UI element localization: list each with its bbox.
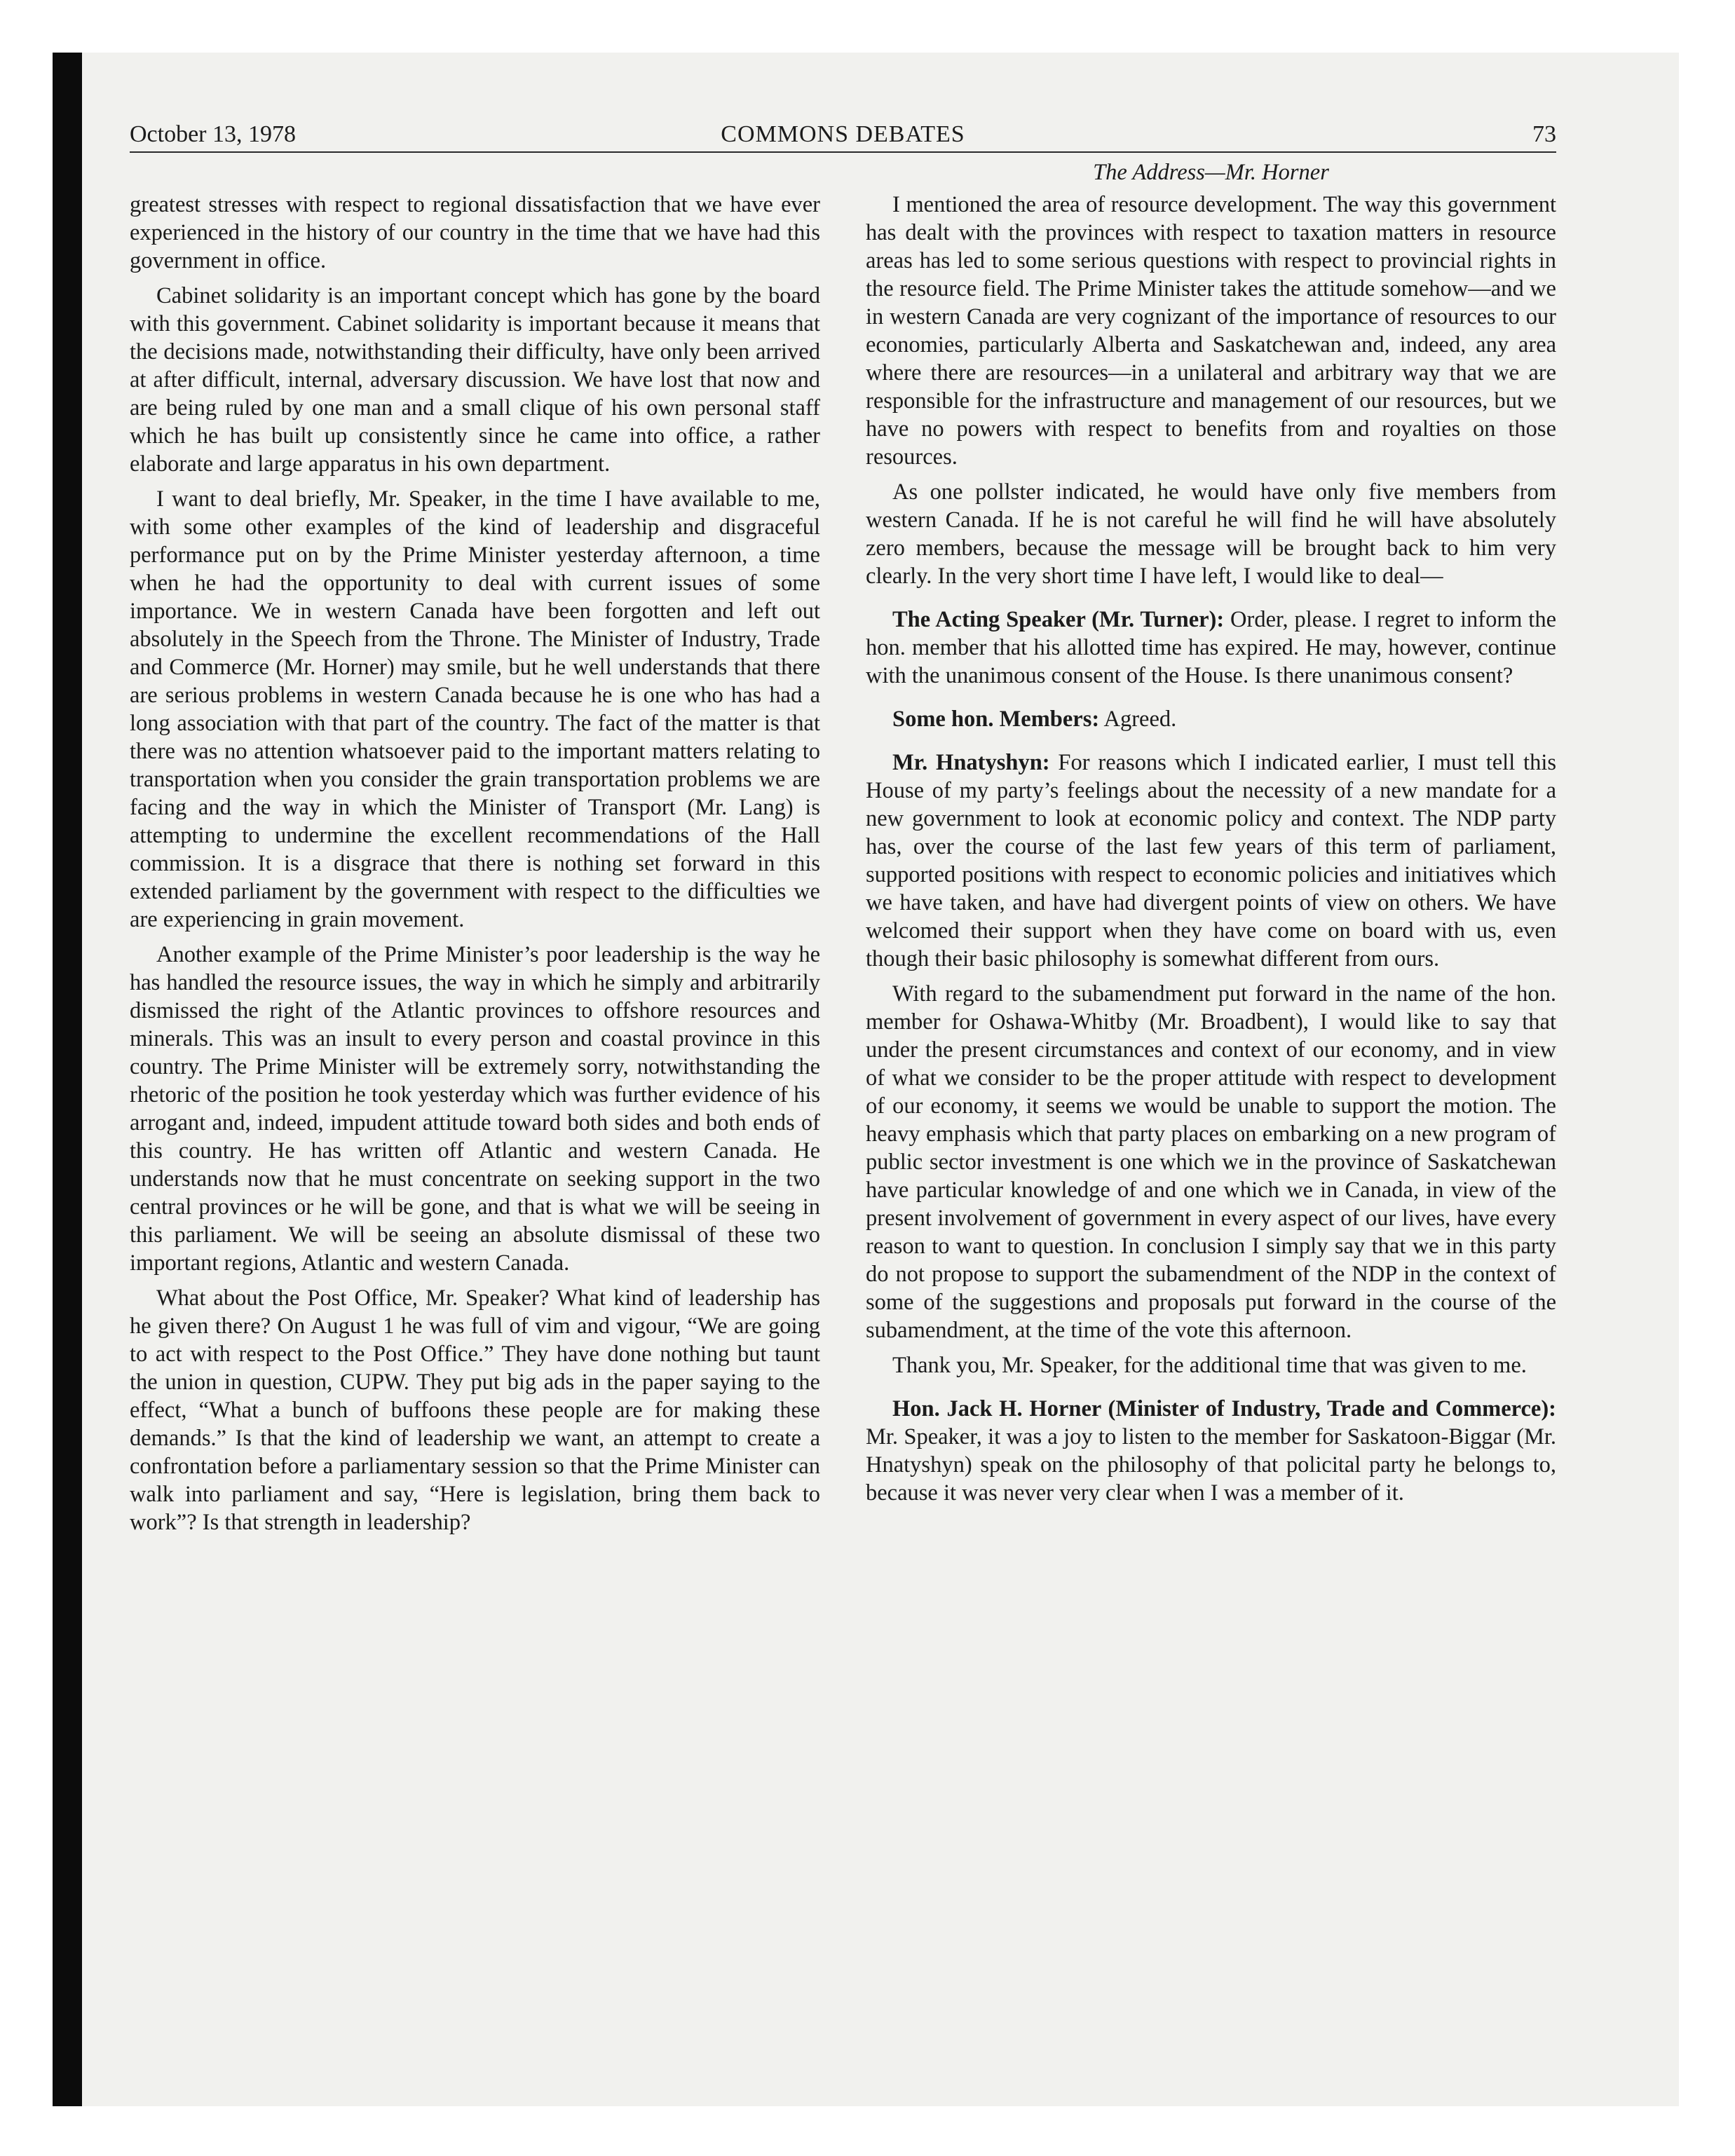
left-paragraph-1: greatest stresses with respect to regional dissatisfaction that we have ever experienced in the history of our country in the time that we have had this government in office. [130, 192, 820, 273]
speaker-label: The Acting Speaker (Mr. Turner): [892, 607, 1225, 632]
members-paragraph [866, 705, 1556, 733]
left-column [130, 191, 820, 1543]
speech-text: Mr. Speaker, it was a joy to listen to the member for Saskatoon-Biggar (Mr. Hnatyshyn) speak on the philosophy of that policital party he belongs to, because it was never very clear when I was a member of it. [866, 1424, 1556, 1506]
right-paragraph-3: With regard to the subamendment put forward in the name of the hon. member for Oshawa-Whitby (Mr. Broadbent), I would like to say that under the present circumstances and context of our economy, and in view of what we consider to be the proper attitude with respect to development of our economy, it seems we would be unable to support the motion. The heavy emphasis which that party places on embarking on a new program of public sector investment is one which we in the province of Saskatchewan have particular knowledge of and one which we in Canada, in view of the present involvement of government in every aspect of our lives, have every reason to want to question. In conclusion I simply say that we in this party do not propose to support the subamendment of the NDP in the context of some of the suggestions and proposals put forward in the course of the subamendment, at the time of the vote this afternoon. [866, 981, 1556, 1343]
acting-speaker-paragraph [866, 606, 1556, 690]
header-date: October 13, 1978 [130, 121, 297, 147]
binding-shadow [53, 53, 82, 2106]
speech-text: For reasons which I indicated earlier, I must tell this House of my party’s feelings about the necessity of a new mandate for a new government to look at economic policy and context. The NDP party has, over the course of the last few years of this term of parliament, supported positions with respect to economic policies and initiatives which we have taken, and have had divergent points of view on others. We have welcomed their support when they have come on board with us, even though their basic philosophy is somewhat different from ours. [866, 750, 1557, 971]
left-paragraph-5: What about the Post Office, Mr. Speaker? What kind of leadership has he given there? On August 1 he was full of vim and vigour, “We are going to act with respect to the Post Office.” They have done nothing but taunt the union in question, CUPW. They put big ads in the paper saying to the effect, “What a bunch of buffoons these people are for making these demands.” Is that the kind of leadership we want, an attempt to create a confrontation before a parliamentary session so that the Prime Minister can walk into parliament and say, “Here is legislation, bring them back to work”? Is that strength in leadership? [130, 1285, 820, 1535]
left-paragraph-2: Cabinet solidarity is an important concept which has gone by the board with this government. Cabinet solidarity is important because it means that the decisions made, notwithstanding their difficulty, have only been arrived at after difficult, internal, adversary discussion. We have lost that now and are being ruled by one man and a small clique of his own personal staff which he has built up consistently since he came into office, a rather elaborate and large apparatus in his own department. [130, 283, 820, 477]
right-paragraph-2: As one pollster indicated, he would have only five members from western Canada. If he is not careful he will find he will have absolutely zero members, because the message will be brought back to him very clearly. In the very short time I have left, I would like to deal— [866, 479, 1556, 589]
right-paragraph-4: Thank you, Mr. Speaker, for the additional time that was given to me. [892, 1353, 1527, 1378]
document-page [130, 119, 1557, 1535]
left-paragraph-4: Another example of the Prime Minister’s poor leadership is the way he has handled the resource issues, the way in which he simply and arbitrarily dismissed the right of the Atlantic provinces to offshore resources and minerals. This was an insult to every person and coastal province in this country. The Prime Minister will be extremely sorry, notwithstanding the rhetoric of the position he took yesterday which was further evidence of his arrogant and, indeed, impudent attitude toward both sides and both ends of this country. He has written off Atlantic and western Canada. He understands now that he must concentrate on seeking support in the two central provinces or he will be gone, and that is what we will be seeing in this parliament. We will be seeing an absolute dismissal of these two important regions, Atlantic and western Canada. [130, 942, 820, 1276]
speaker-label: Hon. Jack H. Horner (Minister of Industry, Trade and Commerce): [892, 1396, 1556, 1421]
speech-text: Order, please. I regret to inform the hon. member that his allotted time has expired. He may, however, continue with the unanimous consent of the House. Is there unanimous consent? [866, 607, 1556, 688]
right-column [866, 158, 1556, 1514]
speech-text: Agreed. [1103, 707, 1177, 732]
right-paragraph-1: I mentioned the area of resource development. The way this government has dealt with the provinces with respect to taxation matters in resource areas has led to some serious questions with respect to provincial rights in the resource field. The Prime Minister takes the attitude somehow—and we in western Canada are very cognizant of the importance of resources to our economies, particularly Alberta and Saskatchewan and, indeed, any area where there are resources—in a unilateral and arbitrary way that we are responsible for the infrastructure and management of our resources, but we have no powers with respect to benefits from and royalties on those resources. [866, 192, 1556, 470]
page-number: 73 [1532, 121, 1556, 147]
section-subhead: The Address—Mr. Horner [1093, 160, 1329, 185]
speaker-label: Mr. Hnatyshyn: [892, 750, 1050, 775]
hnatyshyn-paragraph [866, 749, 1556, 973]
running-header [130, 119, 1556, 153]
left-paragraph-3: I want to deal briefly, Mr. Speaker, in the time I have available to me, with some other examples of the kind of leadership and disgraceful performance put on by the Prime Minister yesterday afternoon, a time when he had the opportunity to deal with current issues of some importance. We in western Canada have been forgotten and left out absolutely in the Speech from the Throne. The Minister of Industry, Trade and Commerce (Mr. Horner) may smile, but he well understands that there are serious problems in western Canada because he is one who has had a long association with that part of the country. The fact of the matter is that there was no attention whatsoever paid to the important matters relating to transportation when you consider the grain transportation problems we are facing and the way in which the Minister of Transport (Mr. Lang) is attempting to undermine the excellent recommendations of the Hall commission. It is a disgrace that there is nothing set forward in this extended parliament by the government with respect to the difficulties we are experiencing in grain movement. [130, 486, 820, 932]
header-title: COMMONS DEBATES [721, 121, 965, 147]
horner-paragraph [866, 1395, 1556, 1507]
speaker-label: Some hon. Members: [892, 707, 1100, 732]
